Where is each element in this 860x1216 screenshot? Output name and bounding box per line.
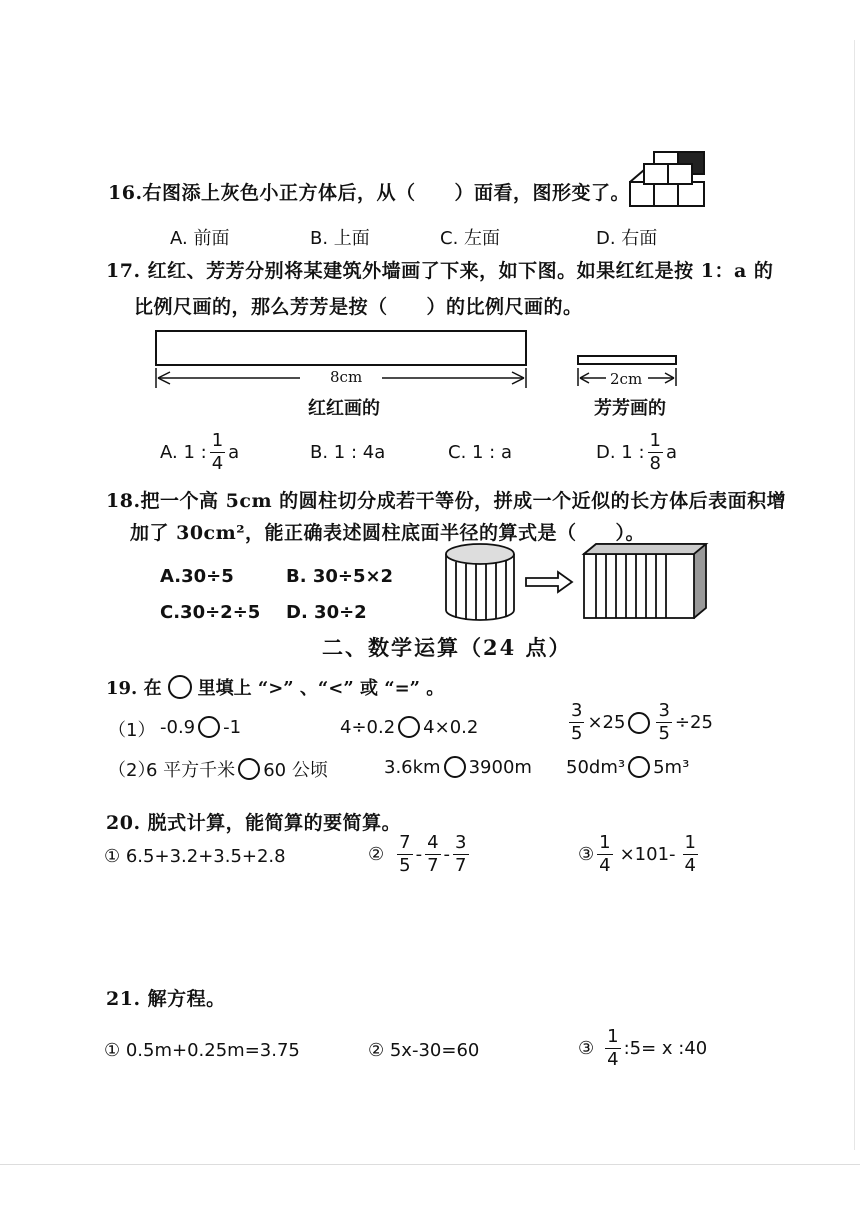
question-16-text: 16.右图添上灰色小正方体后，从（ ）面看，图形变了。 [108,182,631,204]
question-18-line2: 加了 30cm²，能正确表述圆柱底面半径的算式是（ ）。 [130,522,646,544]
question-21-prompt: 21. 解方程。 [106,988,226,1010]
compare-circle-icon[interactable] [198,716,220,738]
q21-problem-3: ③ $\frac{1}{4}$ :5= x :40 [578,1026,708,1070]
q16-option-a: A. 前面 [170,228,230,249]
compare-circle-icon[interactable] [238,758,260,780]
q18-option-a: A.30÷5 [160,566,234,587]
q19-row2-item-a: 6 平方千米 60 公顷 [146,760,328,781]
compare-circle-icon[interactable] [444,756,466,778]
q17-option-d: D. 1 : $\frac{1}{8}$ a [596,430,678,474]
q19-row1-item-c: $\frac{3}{5}$ ×25 $\frac{3}{5}$ ÷25 [571,700,713,744]
cube-stack-figure [626,150,710,210]
q19-row1-label: （1） [108,720,156,741]
right-drawing-caption: 芳芳画的 [594,398,666,419]
q19-row1-item-b: 4÷0.2 4×0.2 [340,716,479,738]
q16-option-c: C. 左面 [440,228,501,249]
q17-option-b: B. 1 : 4a [310,442,386,463]
q20-problem-3: ③ $\frac{1}{4}$ ×101- $\frac{1}{4}$ [578,832,696,876]
question-17-line2: 比例尺画的，那么芳芳是按（ ）的比例尺画的。 [134,296,583,318]
q19-row2-item-b: 3.6km 3900m [384,756,532,778]
compare-circle-icon[interactable] [628,712,650,734]
q19-row2-item-c: 50dm³ 5m³ [566,756,690,778]
page-bottom-line [0,1164,860,1165]
section-2-title: 二、数学运算（24 点） [322,635,572,660]
q18-option-c: C.30÷2÷5 [160,602,261,623]
left-drawing-caption: 红红画的 [308,398,380,419]
q20-problem-1: ① 6.5+3.2+3.5+2.8 [104,846,286,867]
question-20-prompt: 20. 脱式计算，能简算的要简算。 [106,812,402,834]
question-19-prompt: 19. 在 里填上 “>” 、“<” 或 “=” 。 [106,674,444,700]
q21-problem-1: ① 0.5m+0.25m=3.75 [104,1040,300,1061]
compare-circle-icon[interactable] [398,716,420,738]
q16-option-d: D. 右面 [596,228,658,249]
compare-circle-icon[interactable] [628,756,650,778]
question-17-line1: 17. 红红、芳芳分别将某建筑外墙画了下来，如下图。如果红红是按 1：a 的 [106,260,774,282]
right-length-label: 2cm [610,370,643,388]
q18-option-b: B. 30÷5×2 [286,566,394,587]
q19-row1-item-a: -0.9 -1 [160,716,242,738]
q18-option-d: D. 30÷2 [286,602,367,623]
q17-option-a: A. 1 : $\frac{1}{4}$ a [160,430,240,474]
cylinder-to-cuboid-figure [440,540,710,624]
q19-row2-label: （2） [108,760,156,781]
q16-option-b: B. 上面 [310,228,370,249]
left-length-label: 8cm [330,368,363,386]
page-edge-line [854,40,855,1150]
q21-problem-2: ② 5x-30=60 [368,1040,480,1061]
question-18-line1: 18.把一个高 5cm 的圆柱切分成若干等份，拼成一个近似的长方体后表面积增 [106,490,787,512]
circle-placeholder-icon [168,675,192,699]
q20-problem-2: ② $\frac{7}{5}$ - $\frac{4}{7}$ - $\frac{3}{7}$ [368,832,467,876]
q17-option-c: C. 1 : a [448,442,513,463]
